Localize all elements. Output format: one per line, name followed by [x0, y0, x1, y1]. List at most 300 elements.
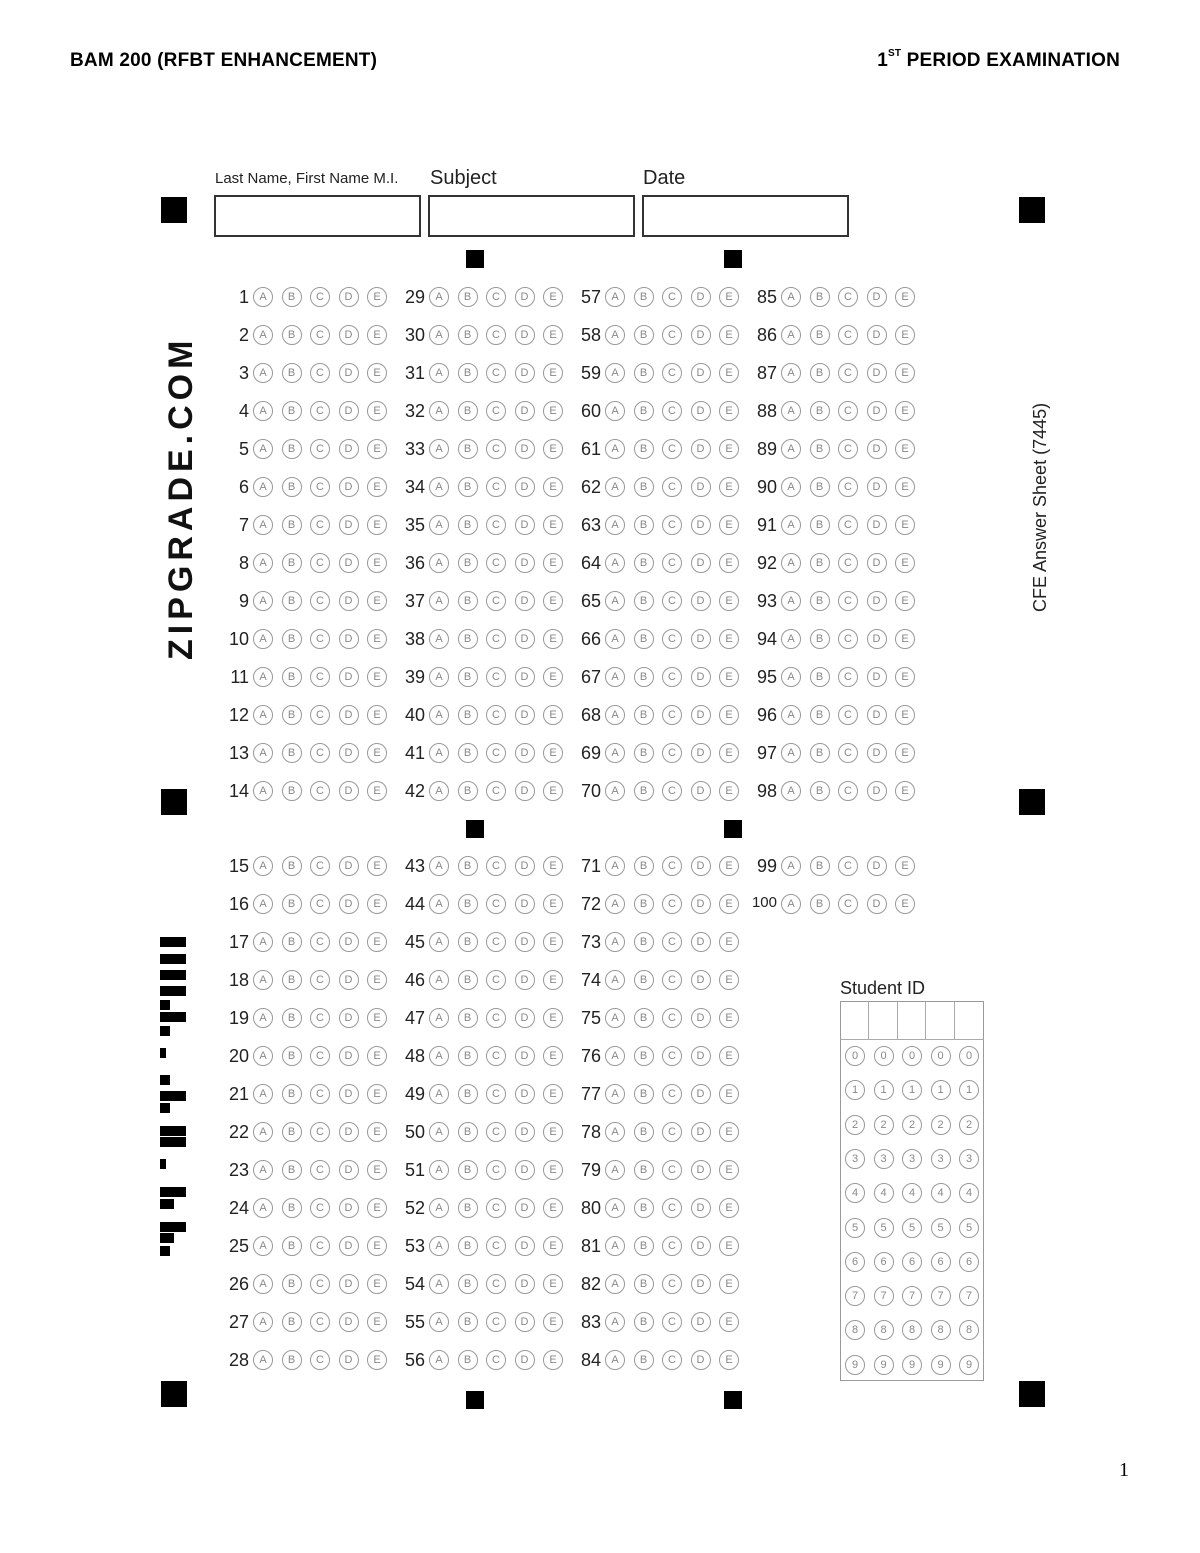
answer-bubble-b[interactable]: B [458, 1274, 478, 1294]
answer-bubble-a[interactable]: A [781, 325, 801, 345]
answer-bubble-e[interactable]: E [367, 1122, 387, 1142]
answer-bubble-e[interactable]: E [543, 743, 563, 763]
answer-bubble-e[interactable]: E [543, 591, 563, 611]
answer-bubble-d[interactable]: D [339, 591, 359, 611]
answer-bubble-c[interactable]: C [838, 477, 858, 497]
answer-bubble-b[interactable]: B [634, 1084, 654, 1104]
answer-bubble-b[interactable]: B [810, 705, 830, 725]
answer-bubble-d[interactable]: D [867, 515, 887, 535]
answer-bubble-c[interactable]: C [662, 856, 682, 876]
answer-bubble-b[interactable]: B [810, 743, 830, 763]
answer-bubble-d[interactable]: D [691, 553, 711, 573]
answer-bubble-a[interactable]: A [253, 1046, 273, 1066]
answer-bubble-c[interactable]: C [310, 1122, 330, 1142]
answer-bubble-d[interactable]: D [339, 1198, 359, 1218]
answer-bubble-e[interactable]: E [895, 439, 915, 459]
answer-bubble-d[interactable]: D [339, 439, 359, 459]
answer-bubble-e[interactable]: E [719, 477, 739, 497]
answer-bubble-c[interactable]: C [310, 1350, 330, 1370]
answer-bubble-c[interactable]: C [662, 743, 682, 763]
answer-bubble-e[interactable]: E [367, 477, 387, 497]
answer-bubble-b[interactable]: B [282, 325, 302, 345]
answer-bubble-d[interactable]: D [339, 1312, 359, 1332]
answer-bubble-d[interactable]: D [339, 287, 359, 307]
answer-bubble-a[interactable]: A [781, 856, 801, 876]
answer-bubble-d[interactable]: D [339, 477, 359, 497]
student-id-bubble[interactable]: 7 [931, 1286, 951, 1306]
answer-bubble-a[interactable]: A [605, 1084, 625, 1104]
answer-bubble-d[interactable]: D [339, 1046, 359, 1066]
answer-bubble-b[interactable]: B [282, 363, 302, 383]
answer-bubble-a[interactable]: A [605, 439, 625, 459]
answer-bubble-d[interactable]: D [515, 1198, 535, 1218]
answer-bubble-e[interactable]: E [543, 932, 563, 952]
answer-bubble-c[interactable]: C [662, 439, 682, 459]
answer-bubble-d[interactable]: D [515, 287, 535, 307]
answer-bubble-b[interactable]: B [810, 515, 830, 535]
answer-bubble-a[interactable]: A [429, 856, 449, 876]
answer-bubble-c[interactable]: C [838, 363, 858, 383]
answer-bubble-a[interactable]: A [253, 325, 273, 345]
answer-bubble-e[interactable]: E [367, 1274, 387, 1294]
answer-bubble-d[interactable]: D [339, 781, 359, 801]
answer-bubble-e[interactable]: E [719, 1160, 739, 1180]
answer-bubble-a[interactable]: A [429, 1274, 449, 1294]
answer-bubble-e[interactable]: E [367, 325, 387, 345]
answer-bubble-b[interactable]: B [634, 287, 654, 307]
student-id-bubble[interactable]: 9 [874, 1355, 894, 1375]
answer-bubble-a[interactable]: A [781, 591, 801, 611]
student-id-bubble[interactable]: 2 [902, 1115, 922, 1135]
student-id-bubble[interactable]: 1 [874, 1080, 894, 1100]
answer-bubble-a[interactable]: A [605, 363, 625, 383]
answer-bubble-d[interactable]: D [691, 743, 711, 763]
answer-bubble-d[interactable]: D [339, 325, 359, 345]
answer-bubble-c[interactable]: C [486, 1236, 506, 1256]
answer-bubble-a[interactable]: A [429, 591, 449, 611]
answer-bubble-d[interactable]: D [691, 894, 711, 914]
answer-bubble-b[interactable]: B [458, 1236, 478, 1256]
date-field[interactable] [642, 195, 849, 237]
answer-bubble-d[interactable]: D [515, 667, 535, 687]
answer-bubble-c[interactable]: C [310, 1160, 330, 1180]
answer-bubble-e[interactable]: E [367, 932, 387, 952]
answer-bubble-e[interactable]: E [543, 705, 563, 725]
answer-bubble-b[interactable]: B [458, 932, 478, 952]
answer-bubble-c[interactable]: C [486, 1084, 506, 1104]
answer-bubble-d[interactable]: D [515, 325, 535, 345]
answer-bubble-d[interactable]: D [339, 667, 359, 687]
answer-bubble-d[interactable]: D [339, 629, 359, 649]
answer-bubble-c[interactable]: C [310, 515, 330, 535]
answer-bubble-d[interactable]: D [515, 932, 535, 952]
student-id-bubble[interactable]: 1 [959, 1080, 979, 1100]
answer-bubble-b[interactable]: B [458, 781, 478, 801]
student-id-bubble[interactable]: 3 [902, 1149, 922, 1169]
answer-bubble-c[interactable]: C [310, 287, 330, 307]
answer-bubble-c[interactable]: C [310, 1312, 330, 1332]
answer-bubble-d[interactable]: D [691, 439, 711, 459]
answer-bubble-a[interactable]: A [429, 1160, 449, 1180]
answer-bubble-b[interactable]: B [810, 591, 830, 611]
answer-bubble-b[interactable]: B [634, 1312, 654, 1332]
answer-bubble-c[interactable]: C [486, 287, 506, 307]
answer-bubble-d[interactable]: D [691, 287, 711, 307]
answer-bubble-d[interactable]: D [515, 970, 535, 990]
answer-bubble-b[interactable]: B [634, 856, 654, 876]
answer-bubble-b[interactable]: B [634, 1008, 654, 1028]
answer-bubble-b[interactable]: B [810, 287, 830, 307]
student-id-bubble[interactable]: 5 [845, 1218, 865, 1238]
answer-bubble-a[interactable]: A [605, 743, 625, 763]
student-id-bubble[interactable]: 0 [931, 1046, 951, 1066]
answer-bubble-d[interactable]: D [515, 629, 535, 649]
answer-bubble-e[interactable]: E [543, 1236, 563, 1256]
answer-bubble-d[interactable]: D [691, 970, 711, 990]
student-id-bubble[interactable]: 7 [902, 1286, 922, 1306]
answer-bubble-c[interactable]: C [310, 894, 330, 914]
answer-bubble-d[interactable]: D [691, 325, 711, 345]
answer-bubble-e[interactable]: E [367, 1008, 387, 1028]
student-id-bubble[interactable]: 6 [874, 1252, 894, 1272]
answer-bubble-b[interactable]: B [634, 477, 654, 497]
answer-bubble-e[interactable]: E [895, 591, 915, 611]
answer-bubble-c[interactable]: C [310, 325, 330, 345]
answer-bubble-e[interactable]: E [543, 515, 563, 535]
answer-bubble-a[interactable]: A [429, 363, 449, 383]
answer-bubble-a[interactable]: A [253, 477, 273, 497]
answer-bubble-e[interactable]: E [543, 1350, 563, 1370]
answer-bubble-e[interactable]: E [719, 1084, 739, 1104]
answer-bubble-b[interactable]: B [282, 856, 302, 876]
answer-bubble-b[interactable]: B [282, 629, 302, 649]
answer-bubble-b[interactable]: B [634, 553, 654, 573]
answer-bubble-a[interactable]: A [429, 1236, 449, 1256]
answer-bubble-a[interactable]: A [429, 515, 449, 535]
answer-bubble-a[interactable]: A [605, 1312, 625, 1332]
answer-bubble-c[interactable]: C [662, 287, 682, 307]
answer-bubble-d[interactable]: D [867, 667, 887, 687]
answer-bubble-c[interactable]: C [486, 591, 506, 611]
answer-bubble-d[interactable]: D [691, 515, 711, 535]
answer-bubble-d[interactable]: D [515, 1350, 535, 1370]
answer-bubble-c[interactable]: C [310, 553, 330, 573]
answer-bubble-d[interactable]: D [691, 477, 711, 497]
answer-bubble-e[interactable]: E [543, 1084, 563, 1104]
answer-bubble-c[interactable]: C [310, 401, 330, 421]
answer-bubble-b[interactable]: B [458, 705, 478, 725]
subject-field[interactable] [428, 195, 635, 237]
answer-bubble-d[interactable]: D [515, 553, 535, 573]
answer-bubble-b[interactable]: B [810, 439, 830, 459]
answer-bubble-e[interactable]: E [719, 856, 739, 876]
answer-bubble-c[interactable]: C [486, 1350, 506, 1370]
answer-bubble-a[interactable]: A [429, 1350, 449, 1370]
answer-bubble-d[interactable]: D [515, 1046, 535, 1066]
answer-bubble-d[interactable]: D [691, 1236, 711, 1256]
answer-bubble-e[interactable]: E [367, 1236, 387, 1256]
answer-bubble-d[interactable]: D [515, 1312, 535, 1332]
answer-bubble-c[interactable]: C [662, 667, 682, 687]
student-id-bubble[interactable]: 5 [959, 1218, 979, 1238]
student-id-bubble[interactable]: 8 [845, 1320, 865, 1340]
answer-bubble-e[interactable]: E [719, 439, 739, 459]
answer-bubble-c[interactable]: C [662, 363, 682, 383]
answer-bubble-c[interactable]: C [310, 439, 330, 459]
answer-bubble-d[interactable]: D [515, 439, 535, 459]
answer-bubble-d[interactable]: D [339, 970, 359, 990]
answer-bubble-c[interactable]: C [838, 894, 858, 914]
answer-bubble-a[interactable]: A [781, 781, 801, 801]
student-id-bubble[interactable]: 3 [959, 1149, 979, 1169]
answer-bubble-e[interactable]: E [543, 781, 563, 801]
answer-bubble-d[interactable]: D [691, 401, 711, 421]
answer-bubble-c[interactable]: C [662, 1236, 682, 1256]
answer-bubble-a[interactable]: A [781, 515, 801, 535]
answer-bubble-d[interactable]: D [515, 591, 535, 611]
answer-bubble-a[interactable]: A [429, 1312, 449, 1332]
answer-bubble-d[interactable]: D [867, 894, 887, 914]
answer-bubble-a[interactable]: A [781, 287, 801, 307]
answer-bubble-b[interactable]: B [634, 1350, 654, 1370]
student-id-bubble[interactable]: 4 [931, 1183, 951, 1203]
answer-bubble-c[interactable]: C [486, 1122, 506, 1142]
answer-bubble-b[interactable]: B [634, 439, 654, 459]
answer-bubble-e[interactable]: E [895, 553, 915, 573]
answer-bubble-c[interactable]: C [662, 894, 682, 914]
answer-bubble-c[interactable]: C [486, 553, 506, 573]
answer-bubble-c[interactable]: C [662, 477, 682, 497]
answer-bubble-b[interactable]: B [810, 363, 830, 383]
student-id-bubble[interactable]: 9 [959, 1355, 979, 1375]
answer-bubble-c[interactable]: C [838, 743, 858, 763]
answer-bubble-b[interactable]: B [458, 743, 478, 763]
answer-bubble-e[interactable]: E [895, 629, 915, 649]
answer-bubble-b[interactable]: B [458, 325, 478, 345]
answer-bubble-e[interactable]: E [543, 363, 563, 383]
answer-bubble-a[interactable]: A [253, 553, 273, 573]
student-id-bubble[interactable]: 3 [845, 1149, 865, 1169]
answer-bubble-a[interactable]: A [605, 591, 625, 611]
student-id-bubble[interactable]: 1 [845, 1080, 865, 1100]
answer-bubble-c[interactable]: C [310, 1198, 330, 1218]
answer-bubble-d[interactable]: D [339, 705, 359, 725]
answer-bubble-d[interactable]: D [691, 1350, 711, 1370]
answer-bubble-d[interactable]: D [515, 705, 535, 725]
answer-bubble-e[interactable]: E [719, 1312, 739, 1332]
answer-bubble-c[interactable]: C [486, 970, 506, 990]
answer-bubble-c[interactable]: C [486, 1312, 506, 1332]
answer-bubble-d[interactable]: D [867, 553, 887, 573]
answer-bubble-d[interactable]: D [691, 1160, 711, 1180]
answer-bubble-b[interactable]: B [634, 743, 654, 763]
answer-bubble-e[interactable]: E [719, 781, 739, 801]
answer-bubble-e[interactable]: E [895, 287, 915, 307]
answer-bubble-a[interactable]: A [253, 439, 273, 459]
answer-bubble-a[interactable]: A [605, 1274, 625, 1294]
answer-bubble-c[interactable]: C [486, 894, 506, 914]
student-id-bubble[interactable]: 2 [874, 1115, 894, 1135]
answer-bubble-e[interactable]: E [895, 894, 915, 914]
answer-bubble-e[interactable]: E [367, 1350, 387, 1370]
answer-bubble-b[interactable]: B [634, 325, 654, 345]
answer-bubble-e[interactable]: E [367, 667, 387, 687]
answer-bubble-e[interactable]: E [367, 629, 387, 649]
student-id-bubble[interactable]: 5 [874, 1218, 894, 1238]
answer-bubble-a[interactable]: A [253, 1350, 273, 1370]
answer-bubble-d[interactable]: D [339, 401, 359, 421]
answer-bubble-e[interactable]: E [719, 705, 739, 725]
answer-bubble-e[interactable]: E [719, 1122, 739, 1142]
answer-bubble-a[interactable]: A [253, 932, 273, 952]
answer-bubble-a[interactable]: A [781, 743, 801, 763]
answer-bubble-b[interactable]: B [458, 553, 478, 573]
answer-bubble-a[interactable]: A [253, 894, 273, 914]
answer-bubble-a[interactable]: A [605, 856, 625, 876]
answer-bubble-a[interactable]: A [429, 894, 449, 914]
answer-bubble-e[interactable]: E [367, 1046, 387, 1066]
answer-bubble-c[interactable]: C [838, 667, 858, 687]
answer-bubble-c[interactable]: C [310, 743, 330, 763]
answer-bubble-b[interactable]: B [634, 667, 654, 687]
student-id-bubble[interactable]: 7 [959, 1286, 979, 1306]
student-id-bubble[interactable]: 5 [902, 1218, 922, 1238]
answer-bubble-a[interactable]: A [253, 515, 273, 535]
answer-bubble-b[interactable]: B [282, 667, 302, 687]
answer-bubble-a[interactable]: A [253, 591, 273, 611]
answer-bubble-c[interactable]: C [662, 1198, 682, 1218]
answer-bubble-b[interactable]: B [282, 1046, 302, 1066]
answer-bubble-b[interactable]: B [282, 1312, 302, 1332]
answer-bubble-b[interactable]: B [458, 1008, 478, 1028]
answer-bubble-a[interactable]: A [253, 705, 273, 725]
answer-bubble-c[interactable]: C [838, 515, 858, 535]
answer-bubble-d[interactable]: D [339, 894, 359, 914]
answer-bubble-e[interactable]: E [719, 970, 739, 990]
answer-bubble-e[interactable]: E [719, 553, 739, 573]
answer-bubble-e[interactable]: E [719, 1274, 739, 1294]
student-id-bubble[interactable]: 4 [874, 1183, 894, 1203]
answer-bubble-d[interactable]: D [691, 705, 711, 725]
answer-bubble-b[interactable]: B [282, 894, 302, 914]
answer-bubble-e[interactable]: E [719, 325, 739, 345]
answer-bubble-d[interactable]: D [339, 1236, 359, 1256]
answer-bubble-c[interactable]: C [838, 629, 858, 649]
answer-bubble-b[interactable]: B [282, 743, 302, 763]
answer-bubble-e[interactable]: E [719, 1198, 739, 1218]
answer-bubble-a[interactable]: A [429, 1008, 449, 1028]
answer-bubble-e[interactable]: E [719, 894, 739, 914]
answer-bubble-e[interactable]: E [719, 1350, 739, 1370]
answer-bubble-c[interactable]: C [486, 1046, 506, 1066]
answer-bubble-b[interactable]: B [282, 932, 302, 952]
student-id-bubble[interactable]: 0 [845, 1046, 865, 1066]
answer-bubble-d[interactable]: D [691, 591, 711, 611]
answer-bubble-e[interactable]: E [367, 970, 387, 990]
answer-bubble-d[interactable]: D [691, 363, 711, 383]
answer-bubble-e[interactable]: E [543, 1274, 563, 1294]
student-id-bubble[interactable]: 6 [959, 1252, 979, 1272]
answer-bubble-d[interactable]: D [867, 325, 887, 345]
answer-bubble-e[interactable]: E [543, 401, 563, 421]
answer-bubble-b[interactable]: B [282, 1084, 302, 1104]
answer-bubble-b[interactable]: B [282, 553, 302, 573]
answer-bubble-e[interactable]: E [367, 591, 387, 611]
answer-bubble-a[interactable]: A [429, 667, 449, 687]
answer-bubble-e[interactable]: E [543, 1008, 563, 1028]
answer-bubble-e[interactable]: E [367, 856, 387, 876]
answer-bubble-b[interactable]: B [282, 1236, 302, 1256]
answer-bubble-e[interactable]: E [719, 629, 739, 649]
student-id-bubble[interactable]: 9 [845, 1355, 865, 1375]
answer-bubble-a[interactable]: A [781, 894, 801, 914]
answer-bubble-c[interactable]: C [662, 325, 682, 345]
answer-bubble-c[interactable]: C [486, 1008, 506, 1028]
answer-bubble-d[interactable]: D [867, 439, 887, 459]
answer-bubble-d[interactable]: D [339, 1160, 359, 1180]
answer-bubble-a[interactable]: A [253, 1008, 273, 1028]
answer-bubble-e[interactable]: E [367, 1198, 387, 1218]
answer-bubble-a[interactable]: A [429, 553, 449, 573]
student-id-bubble[interactable]: 8 [931, 1320, 951, 1340]
answer-bubble-a[interactable]: A [605, 1046, 625, 1066]
answer-bubble-c[interactable]: C [486, 1160, 506, 1180]
answer-bubble-e[interactable]: E [367, 553, 387, 573]
answer-bubble-a[interactable]: A [605, 705, 625, 725]
answer-bubble-b[interactable]: B [810, 856, 830, 876]
answer-bubble-b[interactable]: B [810, 325, 830, 345]
answer-bubble-a[interactable]: A [429, 439, 449, 459]
answer-bubble-b[interactable]: B [282, 705, 302, 725]
answer-bubble-c[interactable]: C [486, 743, 506, 763]
answer-bubble-b[interactable]: B [634, 591, 654, 611]
answer-bubble-d[interactable]: D [515, 1008, 535, 1028]
answer-bubble-e[interactable]: E [719, 1008, 739, 1028]
answer-bubble-e[interactable]: E [543, 894, 563, 914]
answer-bubble-d[interactable]: D [515, 1236, 535, 1256]
answer-bubble-d[interactable]: D [515, 363, 535, 383]
answer-bubble-e[interactable]: E [895, 363, 915, 383]
answer-bubble-d[interactable]: D [691, 629, 711, 649]
answer-bubble-d[interactable]: D [515, 1274, 535, 1294]
answer-bubble-d[interactable]: D [339, 743, 359, 763]
answer-bubble-e[interactable]: E [543, 629, 563, 649]
answer-bubble-e[interactable]: E [367, 515, 387, 535]
answer-bubble-b[interactable]: B [458, 1122, 478, 1142]
student-id-bubble[interactable]: 6 [845, 1252, 865, 1272]
answer-bubble-e[interactable]: E [719, 932, 739, 952]
answer-bubble-d[interactable]: D [339, 1084, 359, 1104]
answer-bubble-c[interactable]: C [662, 1274, 682, 1294]
answer-bubble-c[interactable]: C [838, 705, 858, 725]
answer-bubble-c[interactable]: C [662, 932, 682, 952]
answer-bubble-b[interactable]: B [282, 1122, 302, 1142]
answer-bubble-d[interactable]: D [691, 1122, 711, 1142]
answer-bubble-a[interactable]: A [781, 705, 801, 725]
student-id-bubble[interactable]: 7 [845, 1286, 865, 1306]
answer-bubble-c[interactable]: C [310, 667, 330, 687]
answer-bubble-b[interactable]: B [458, 363, 478, 383]
answer-bubble-a[interactable]: A [605, 325, 625, 345]
answer-bubble-b[interactable]: B [634, 932, 654, 952]
answer-bubble-b[interactable]: B [282, 1160, 302, 1180]
answer-bubble-b[interactable]: B [458, 591, 478, 611]
answer-bubble-e[interactable]: E [895, 705, 915, 725]
answer-bubble-e[interactable]: E [367, 363, 387, 383]
answer-bubble-e[interactable]: E [719, 591, 739, 611]
student-id-bubble[interactable]: 3 [931, 1149, 951, 1169]
student-id-bubble[interactable]: 7 [874, 1286, 894, 1306]
